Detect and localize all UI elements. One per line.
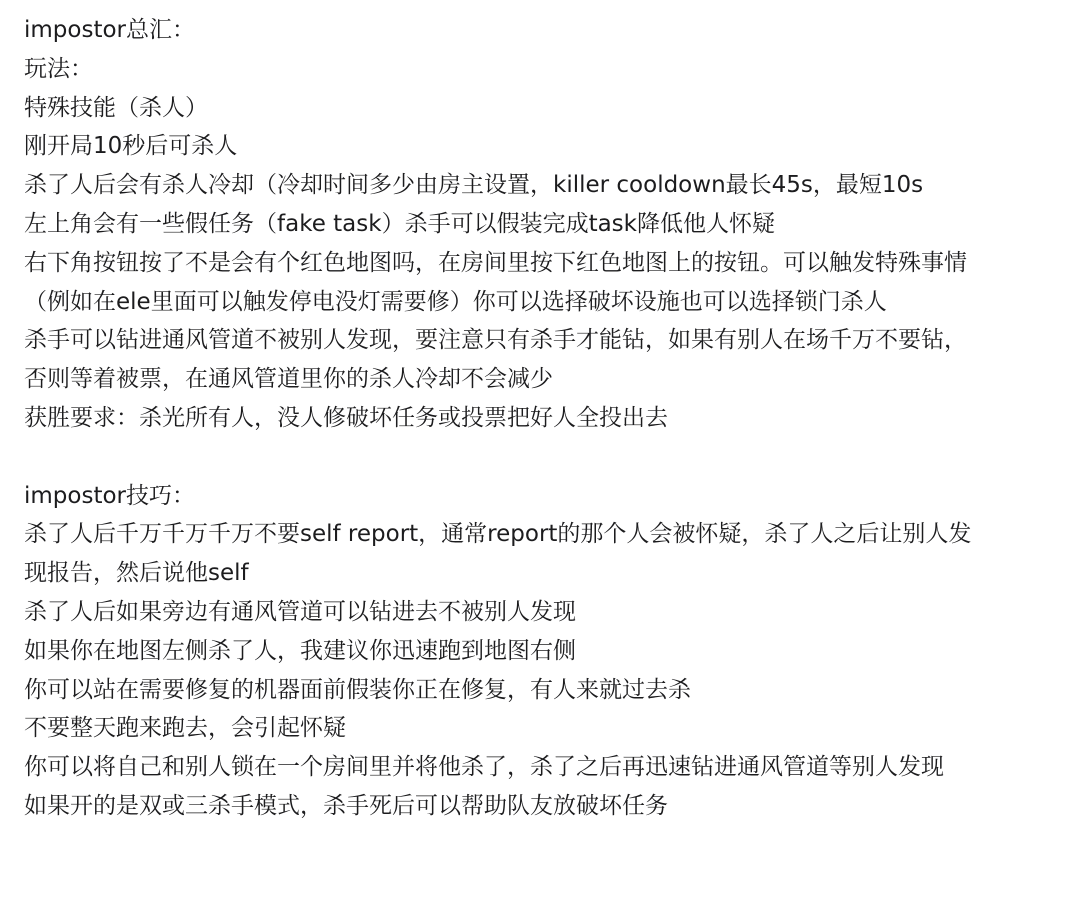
note-line: 如果你在地图左侧杀了人，我建议你迅速跑到地图右侧 — [24, 637, 576, 664]
note-line: 杀了人后会有杀人冷却（冷却时间多少由房主设置，killer cooldown最长45s，最短10s — [24, 172, 924, 199]
note-line: 刚开局10秒后可杀人 — [24, 133, 238, 160]
note-line: 右下角按钮按了不是会有个红色地图吗，在房间里按下红色地图上的按钮。可以触发特殊事情 — [24, 249, 967, 276]
section-heading-impostor-tips: impostor技巧： — [24, 482, 195, 509]
note-line: 不要整天跑来跑去，会引起怀疑 — [24, 715, 346, 742]
section-heading-impostor-summary: impostor总汇： — [24, 17, 195, 43]
note-body — [24, 11, 1070, 826]
note-line: 现报告，然后说他self — [24, 560, 249, 587]
note-line: 如果开的是双或三杀手模式，杀手死后可以帮助队友放破坏任务 — [24, 792, 668, 819]
note-line: 你可以将自己和别人锁在一个房间里并将他杀了，杀了之后再迅速钻进通风管道等别人发现 — [24, 754, 944, 781]
note-line: 否则等着被票，在通风管道里你的杀人冷却不会减少 — [24, 366, 553, 393]
note-line: 玩法： — [24, 55, 93, 82]
note-line: 你可以站在需要修复的机器面前假装你正在修复，有人来就过去杀 — [24, 676, 691, 703]
paragraph-spacer — [24, 438, 1070, 477]
note-line: 杀手可以钻进通风管道不被别人发现，要注意只有杀手才能钻，如果有别人在场千万不要钻， — [24, 327, 967, 354]
note-line: 获胜要求：杀光所有人，没人修破坏任务或投票把好人全投出去 — [24, 404, 668, 431]
note-line: 杀了人后如果旁边有通风管道可以钻进去不被别人发现 — [24, 598, 576, 625]
note-line: 杀了人后千万千万千万不要self report，通常report的那个人会被怀疑，杀了人之后让别人发 — [24, 521, 972, 548]
note-line: （例如在ele里面可以触发停电没灯需要修）你可以选择破坏设施也可以选择锁门杀人 — [24, 288, 887, 315]
note-line: 左上角会有一些假任务（fake task）杀手可以假装完成task降低他人怀疑 — [24, 210, 775, 237]
note-line: 特殊技能（杀人） — [24, 94, 208, 121]
